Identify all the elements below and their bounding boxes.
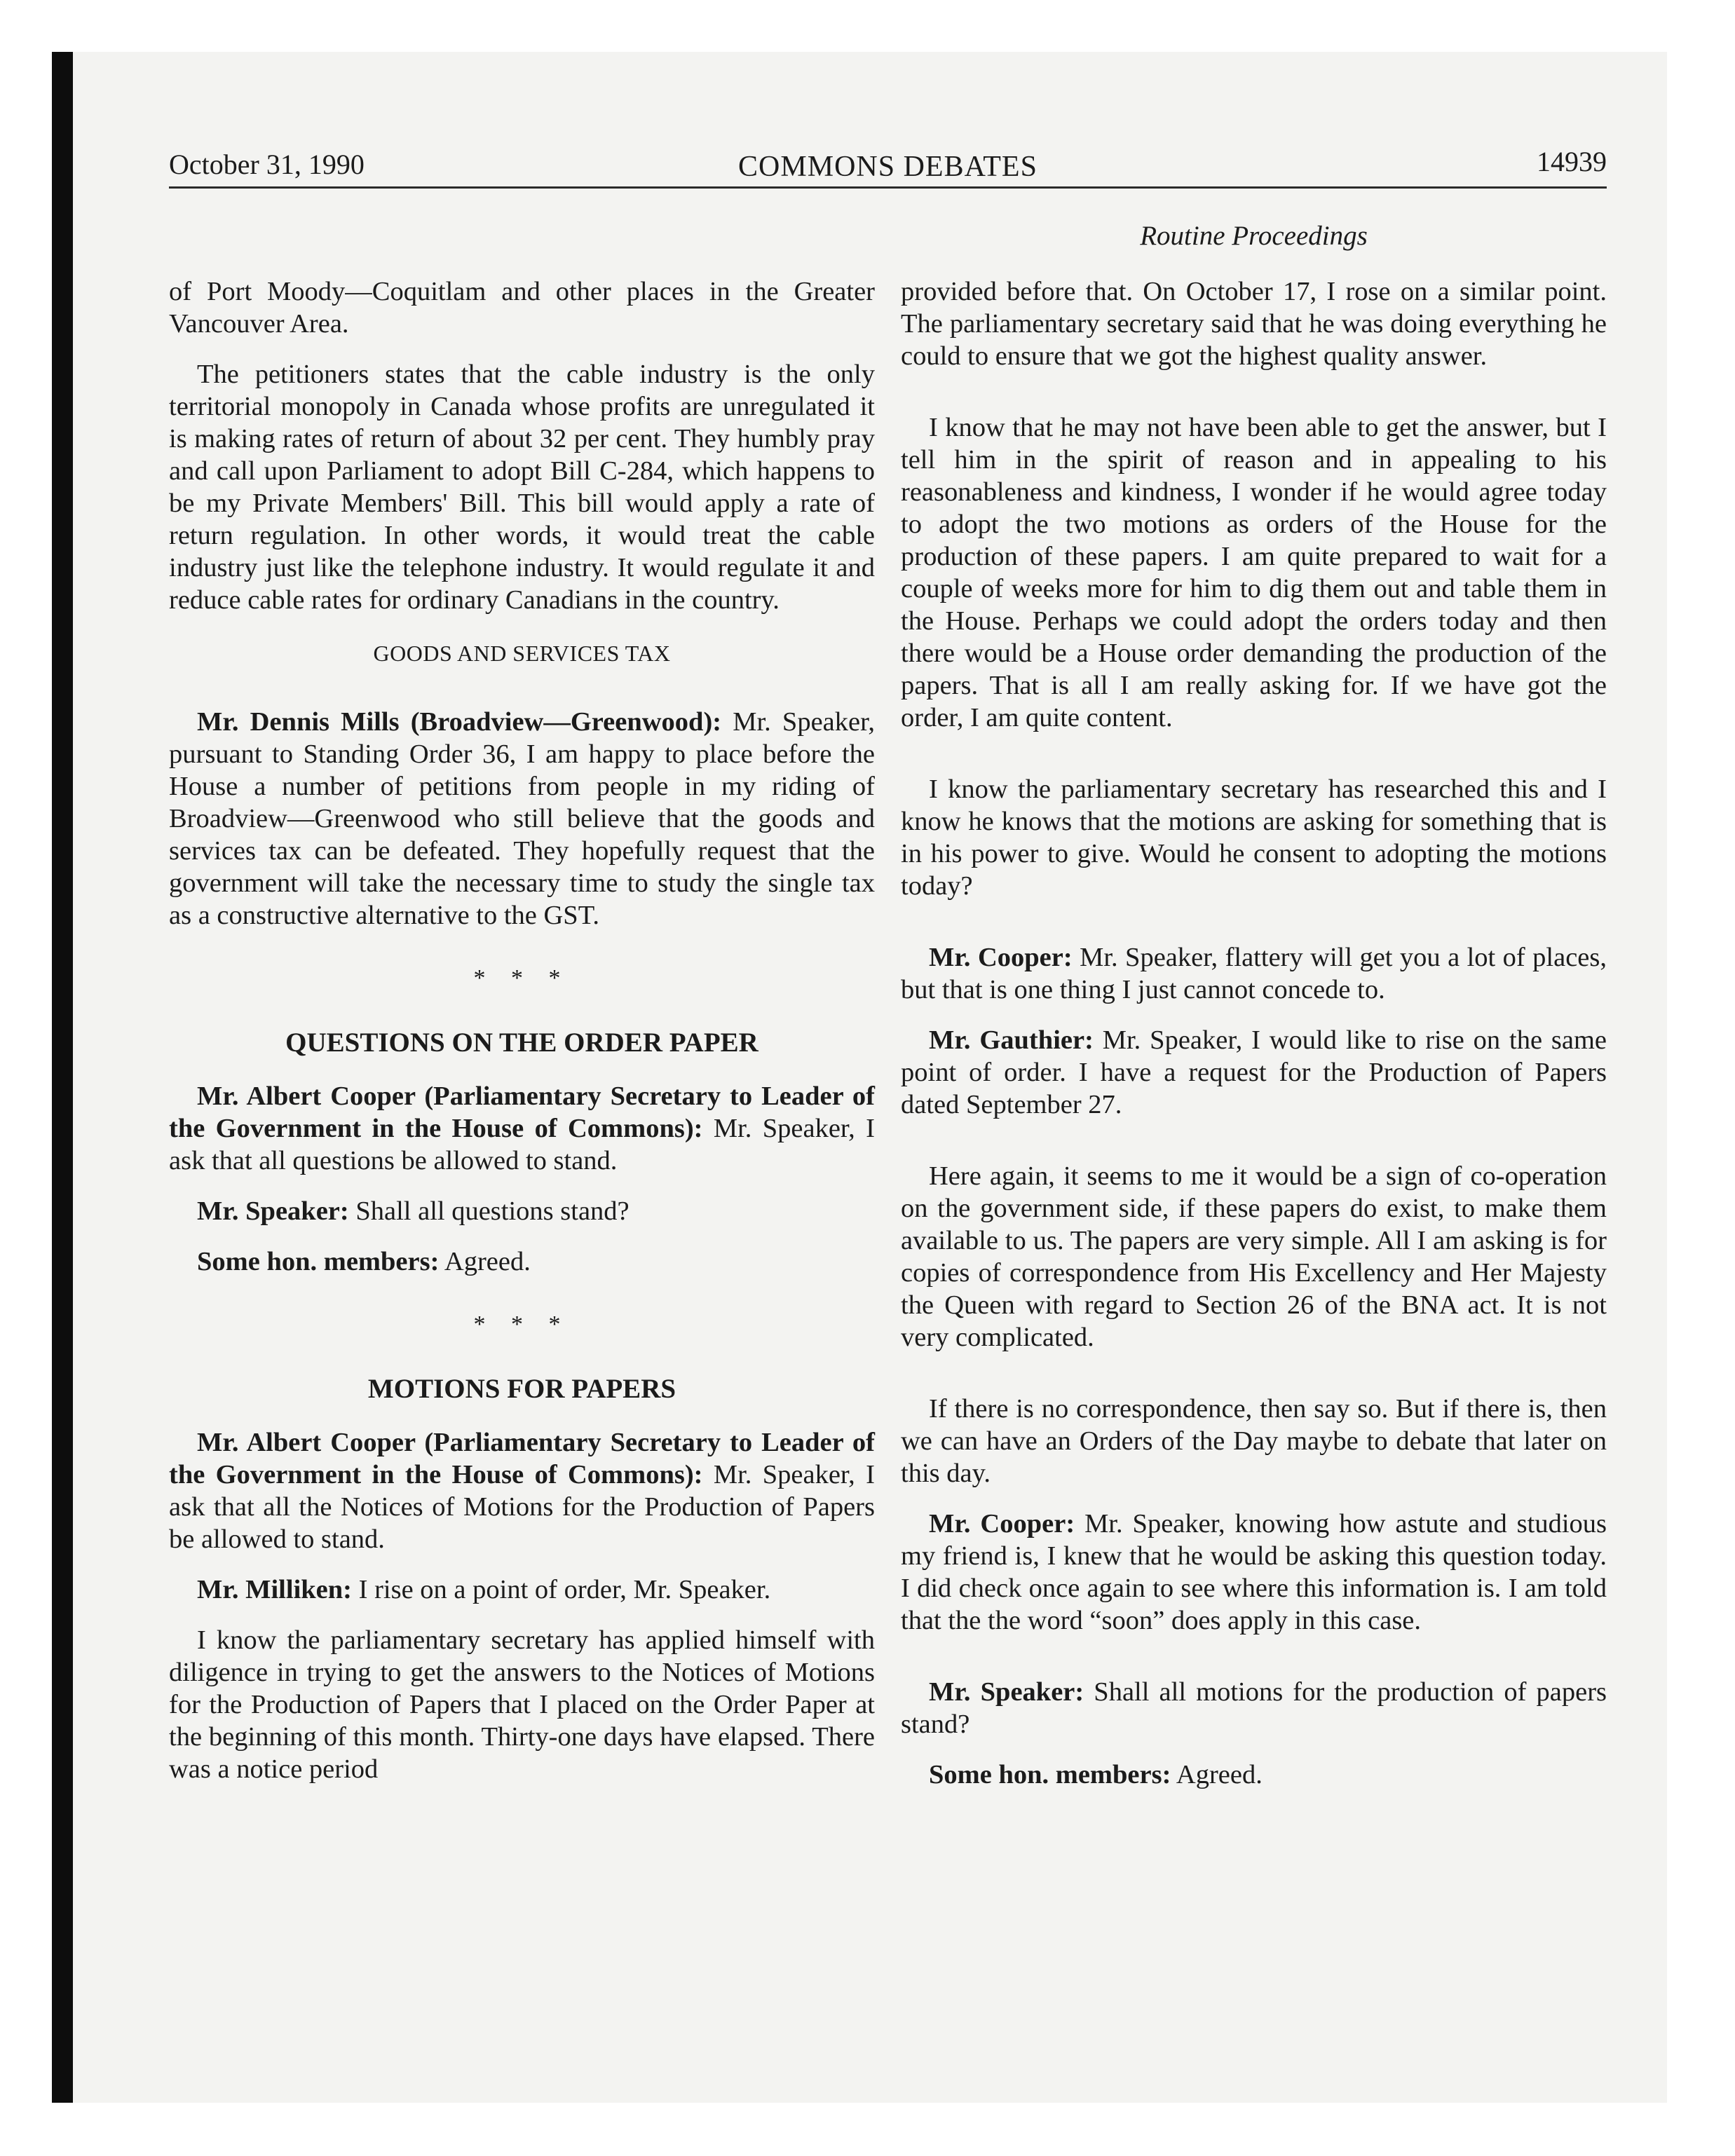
speaker-name: Mr. Albert Cooper (Parliamentary Secretary to Leader of the Government in the House of Commons): <box>169 1428 875 1489</box>
speech-cooper <box>169 1080 875 1177</box>
speech-mills <box>169 706 875 932</box>
speech-members <box>169 1246 875 1278</box>
speech-text: Agreed. <box>1171 1760 1263 1789</box>
header-page-number: 14939 <box>1537 146 1607 177</box>
speech-text: Mr. Speaker, I would like to rise on the same point of order. I have a request for the Production of Papers dated September 27. <box>901 1025 1607 1119</box>
speaker-name: Mr. Speaker: <box>197 1196 349 1226</box>
speech-cooper <box>901 941 1607 1006</box>
speech-text: Shall all questions stand? <box>348 1196 630 1226</box>
heading-questions: QUESTIONS ON THE ORDER PAPER <box>285 1028 758 1058</box>
speaker-name: Mr. Albert Cooper (Parliamentary Secretary to Leader of the Government in the House of Commons): <box>169 1082 875 1143</box>
paragraph: I know the parliamentary secretary has applied himself with diligence in trying to get the answers to the Notices of Motions for the Production of Papers that I placed on the Order Paper at the beginning of this month. Thirty-one days have elapsed. There was a notice period <box>169 1625 875 1784</box>
header-date: October 31, 1990 <box>169 149 365 180</box>
speech-members <box>901 1759 1607 1791</box>
left-column <box>169 275 875 1803</box>
header-title: COMMONS DEBATES <box>738 151 1037 183</box>
speaker-name: Mr. Milliken: <box>197 1575 352 1604</box>
speech-text: Mr. Speaker, pursuant to Standing Order 36, I am happy to place before the House a number of petitions from people in my riding of Broadview—Greenwood who still believe that the goods and services tax can be defeated. They hopefully request that the government will take the necessary time to study the single tax as a constructive alternative to the GST. <box>169 707 876 930</box>
speech-speaker <box>901 1676 1607 1740</box>
speech-cooper <box>901 1508 1607 1637</box>
speech-speaker <box>169 1195 875 1227</box>
speaker-name: Some hon. members: <box>197 1247 440 1276</box>
speaker-name: Mr. Gauthier: <box>929 1025 1094 1055</box>
speech-text: I rise on a point of order, Mr. Speaker. <box>352 1575 771 1604</box>
speaker-name: Mr. Speaker: <box>929 1677 1084 1707</box>
paragraph: Here again, it seems to me it would be a sign of co-operation on the government side, if these papers do exist, to make them available to us. The papers are very simple. All I am asking is for copies of correspondence from His Excellency and Her Majesty the Queen with regard to Section 26 of the BNA act. It is not very complicated. <box>901 1161 1607 1352</box>
speech-text: Mr. Speaker, knowing how astute and studious my friend is, I knew that he would be asking this question today. I did check once again to see where this information is. I am told that the the word “soon” does apply in this case. <box>901 1509 1607 1635</box>
heading-motions: MOTIONS FOR PAPERS <box>367 1374 676 1404</box>
paragraph: I know the parliamentary secretary has researched this and I know he knows that the motions are asking for something that is in his power to give. Would he consent to adopting the motions today? <box>901 775 1607 901</box>
section-label: Routine Proceedings <box>1140 221 1368 251</box>
speech-text: Shall all motions for the production of papers stand? <box>901 1677 1607 1739</box>
speech-text: Mr. Speaker, flattery will get you a lot of places, but that is one thing I just cannot concede to. <box>901 943 1607 1004</box>
speech-text: Mr. Speaker, I ask that all questions be allowed to stand. <box>169 1114 875 1175</box>
paragraph: I know that he may not have been able to get the answer, but I tell him in the spirit of reason and in appealing to his reasonableness and kindness, I wonder if he would agree today to adopt the two motions as orders of the House for the production of these papers. I am quite prepared to wait for a couple of weeks more for him to dig them out and table them in the House. Perhaps we could adopt the orders today and then there would be a House order demanding the production of the papers. That is all I am really asking for. If we have got the order, I am quite content. <box>901 413 1607 732</box>
speaker-name: Mr. Dennis Mills (Broadview—Greenwood): <box>197 707 722 737</box>
scan-edge-bar <box>52 52 73 2103</box>
section-divider: * * * <box>473 1311 571 1337</box>
paragraph: of Port Moody—Coquitlam and other places in the Greater Vancouver Area. <box>169 277 875 339</box>
speech-gauthier <box>901 1024 1607 1121</box>
speech-cooper <box>169 1426 875 1555</box>
section-divider: * * * <box>473 965 571 991</box>
right-column <box>901 275 1607 1809</box>
speaker-name: Mr. Cooper: <box>929 943 1073 972</box>
paragraph: The petitioners states that the cable industry is the only territorial monopoly in Canada whose profits are unregulated it is making rates of return of about 32 per cent. They humbly pray and call upon Parliament to adopt Bill C-284, which happens to be my Private Members' Bill. This bill would apply a rate of return regulation. In other words, it would treat the cable industry just like the telephone industry. It would regulate it and reduce cable rates for ordinary Canadians in the country. <box>169 360 875 615</box>
paragraph: If there is no correspondence, then say so. But if there is, then we can have an Orders of the Day maybe to debate that later on this day. <box>901 1394 1607 1488</box>
speaker-name: Some hon. members: <box>929 1760 1171 1789</box>
paragraph: provided before that. On October 17, I rose on a similar point. The parliamentary secretary said that he was doing everything he could to ensure that we got the highest quality answer. <box>901 277 1607 371</box>
speech-milliken <box>169 1574 875 1606</box>
speaker-name: Mr. Cooper: <box>929 1509 1075 1538</box>
speech-text: Agreed. <box>439 1247 531 1276</box>
subheading-gst: GOODS AND SERVICES TAX <box>373 641 671 666</box>
speech-text: Mr. Speaker, I ask that all the Notices of Motions for the Production of Papers be allowed to stand. <box>169 1460 875 1554</box>
page-header <box>169 140 1607 189</box>
